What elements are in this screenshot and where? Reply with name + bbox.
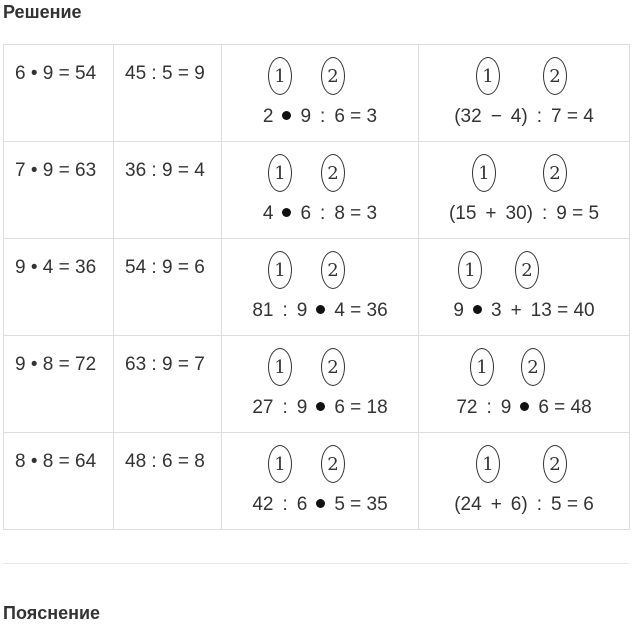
solution-table <box>3 44 630 530</box>
expression <box>419 57 629 128</box>
divider <box>3 563 629 564</box>
operand: 5 = 6 <box>550 494 594 515</box>
operator: : <box>282 397 288 418</box>
division-cell <box>114 142 222 239</box>
division-text: 63 : 9 = 7 <box>125 354 205 375</box>
division-text: 45 : 5 = 9 <box>125 63 205 84</box>
expression-line <box>419 203 629 225</box>
operand: 30) <box>505 203 533 224</box>
multiplication-cell <box>4 239 114 336</box>
expression-cell <box>222 45 419 142</box>
operand: (24 <box>454 494 482 515</box>
expression-line <box>222 494 418 516</box>
expression <box>222 57 418 128</box>
multiplication-cell <box>4 142 114 239</box>
operand: 9 <box>296 300 308 321</box>
expression-line <box>419 397 629 419</box>
multiply-dot-icon <box>316 402 325 411</box>
step-order-1-circle: 1 <box>472 154 496 192</box>
step-order-2-circle: 2 <box>543 445 567 483</box>
division-cell <box>114 45 222 142</box>
expression <box>222 348 418 419</box>
table-row <box>4 433 630 530</box>
multiplication-cell <box>4 433 114 530</box>
expression <box>222 251 418 322</box>
operator: : <box>536 106 542 127</box>
expression-line <box>222 106 418 128</box>
expression-line <box>419 494 629 516</box>
operand: 9 <box>453 300 464 321</box>
operand: 5 = 35 <box>334 494 388 515</box>
multiply-dot-icon <box>316 499 325 508</box>
expression-cell <box>419 142 630 239</box>
operator: : <box>320 203 326 224</box>
step-order-2-circle: 2 <box>521 348 545 386</box>
multiply-dot-icon <box>316 305 325 314</box>
step-order-1-circle: 1 <box>268 348 292 386</box>
operand: 9 <box>300 106 312 127</box>
division-text: 54 : 9 = 6 <box>125 257 205 278</box>
operand: 6 <box>300 203 312 224</box>
operator: + <box>485 203 497 224</box>
table-row <box>4 142 630 239</box>
step-order-1-circle: 1 <box>268 251 292 289</box>
step-order-2-circle: 2 <box>321 154 345 192</box>
step-order-2-circle: 2 <box>321 348 345 386</box>
division-cell <box>114 239 222 336</box>
expression-line <box>222 203 418 225</box>
multiply-dot-icon <box>282 208 291 217</box>
operand: 81 <box>252 300 274 321</box>
step-order-2-circle: 2 <box>543 57 567 95</box>
operand: 13 = 40 <box>530 300 595 321</box>
operand: 6 = 3 <box>334 106 378 127</box>
operand: 3 <box>490 300 502 321</box>
step-order-1-circle: 1 <box>268 445 292 483</box>
multiply-dot-icon <box>282 111 291 120</box>
multiplication-cell <box>4 45 114 142</box>
expression <box>222 154 418 225</box>
expression-line <box>419 106 629 128</box>
expression <box>419 445 629 516</box>
expression-cell <box>222 239 419 336</box>
operand: 72 <box>456 397 478 418</box>
operand: 4 <box>262 203 274 224</box>
expression-cell <box>419 336 630 433</box>
expression-cell <box>222 433 419 530</box>
operand: 6) <box>510 494 528 515</box>
division-text: 36 : 9 = 4 <box>125 160 205 181</box>
expression <box>419 251 629 322</box>
expression <box>419 348 629 419</box>
multiplication-text: 8 • 8 = 64 <box>15 451 97 472</box>
table-row <box>4 239 630 336</box>
operator: : <box>282 300 288 321</box>
operand: (15 <box>448 203 477 224</box>
expression-cell <box>419 45 630 142</box>
step-order-2-circle: 2 <box>543 154 567 192</box>
operand: 9 <box>500 397 512 418</box>
step-order-2-circle: 2 <box>515 251 539 289</box>
operand: 8 = 3 <box>334 203 378 224</box>
expression-line <box>222 300 418 322</box>
step-order-2-circle: 2 <box>321 251 345 289</box>
operator: : <box>541 203 548 224</box>
step-order-2-circle: 2 <box>321 57 345 95</box>
multiplication-text: 9 • 8 = 72 <box>15 354 97 375</box>
table-row <box>4 45 630 142</box>
operator: + <box>510 300 522 321</box>
operand: 9 = 5 <box>556 203 600 224</box>
division-cell <box>114 336 222 433</box>
table-row <box>4 336 630 433</box>
expression <box>222 445 418 516</box>
expression-line <box>419 300 629 322</box>
step-order-1-circle: 1 <box>470 348 494 386</box>
step-order-1-circle: 1 <box>268 154 292 192</box>
operand: 7 = 4 <box>550 106 594 127</box>
step-order-2-circle: 2 <box>321 445 345 483</box>
expression <box>419 154 629 225</box>
multiply-dot-icon <box>473 305 482 314</box>
operand: 42 <box>252 494 274 515</box>
operand: 9 <box>296 397 308 418</box>
operator: : <box>282 494 288 515</box>
operand: 2 <box>262 106 274 127</box>
operand: 6 <box>296 494 308 515</box>
expression-cell <box>222 142 419 239</box>
operand: 6 = 18 <box>334 397 388 418</box>
operand: 6 = 48 <box>538 397 592 418</box>
operand: (32 <box>454 106 482 127</box>
step-order-1-circle: 1 <box>476 445 500 483</box>
division-text: 48 : 6 = 8 <box>125 451 205 472</box>
solution-heading: Решение <box>3 2 82 22</box>
operator: : <box>486 397 492 418</box>
expression-cell <box>419 433 630 530</box>
operator: − <box>490 106 502 127</box>
operator: : <box>536 494 542 515</box>
multiplication-text: 6 • 9 = 54 <box>15 63 97 84</box>
multiply-dot-icon <box>520 402 529 411</box>
explanation-heading: Пояснение <box>3 603 101 623</box>
multiplication-cell <box>4 336 114 433</box>
operand: 4) <box>510 106 528 127</box>
step-order-1-circle: 1 <box>268 57 292 95</box>
expression-line <box>222 397 418 419</box>
expression-cell <box>419 239 630 336</box>
operator: + <box>490 494 502 515</box>
step-order-1-circle: 1 <box>458 251 482 289</box>
operand: 4 = 36 <box>334 300 388 321</box>
operand: 27 <box>252 397 274 418</box>
operator: : <box>320 106 326 127</box>
expression-cell <box>222 336 419 433</box>
multiplication-text: 9 • 4 = 36 <box>15 257 97 278</box>
multiplication-text: 7 • 9 = 63 <box>15 160 97 181</box>
division-cell <box>114 433 222 530</box>
step-order-1-circle: 1 <box>476 57 500 95</box>
